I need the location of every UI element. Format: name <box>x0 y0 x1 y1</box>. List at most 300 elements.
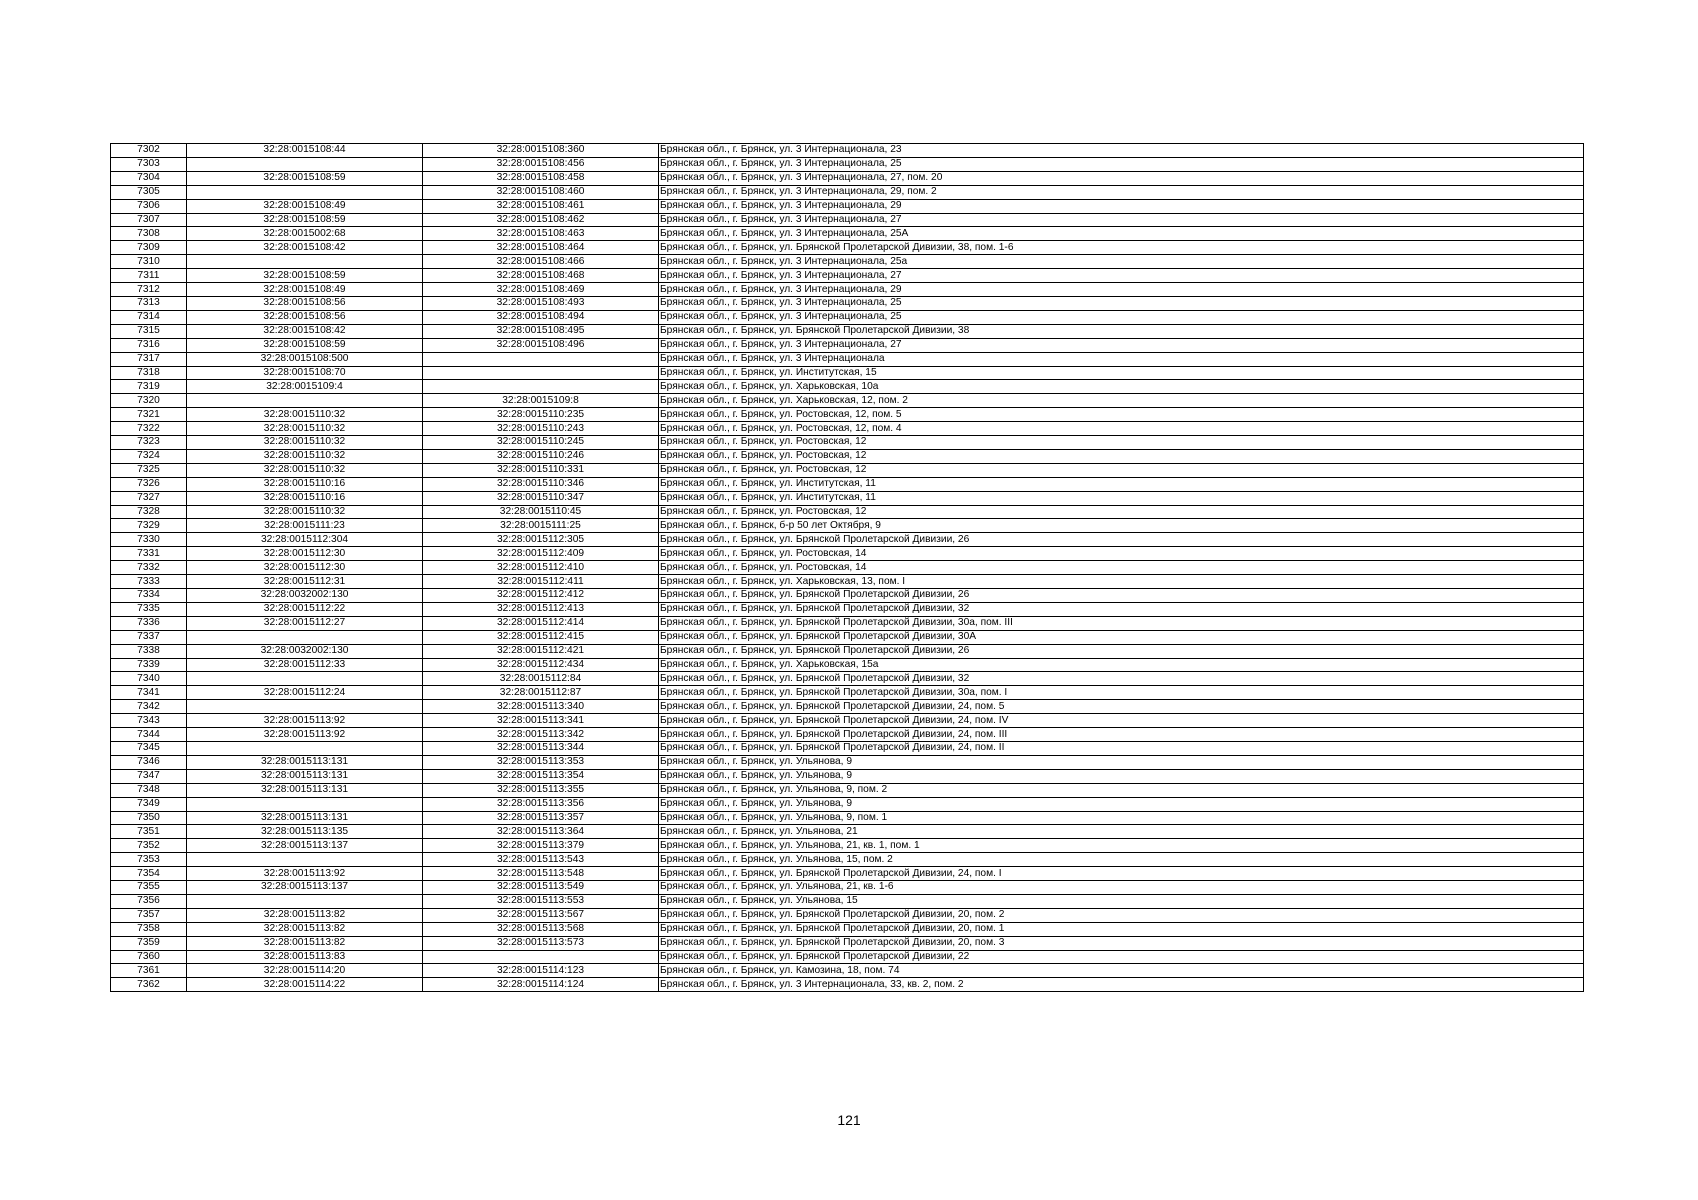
building-cadastral-number-cell: 32:28:0015113:567 <box>423 908 659 922</box>
row-number-cell: 7316 <box>111 338 187 352</box>
land-cadastral-number-cell: 32:28:0015113:131 <box>187 783 423 797</box>
address-cell: Брянская обл., г. Брянск, ул. Брянской Пролетарской Дивизии, 26 <box>659 533 1584 547</box>
table-row <box>111 602 1584 616</box>
building-cadastral-number-cell: 32:28:0015112:412 <box>423 589 659 603</box>
building-cadastral-number-cell: 32:28:0015113:354 <box>423 769 659 783</box>
building-cadastral-number-cell: 32:28:0015113:573 <box>423 936 659 950</box>
building-cadastral-number-cell: 32:28:0015110:346 <box>423 477 659 491</box>
row-number-cell: 7302 <box>111 144 187 158</box>
table-row <box>111 741 1584 755</box>
building-cadastral-number-cell <box>423 380 659 394</box>
building-cadastral-number-cell: 32:28:0015108:468 <box>423 269 659 283</box>
table-row <box>111 227 1584 241</box>
address-cell: Брянская обл., г. Брянск, ул. Ростовская, 12 <box>659 463 1584 477</box>
land-cadastral-number-cell: 32:28:0015113:82 <box>187 922 423 936</box>
address-cell: Брянская обл., г. Брянск, ул. Брянской Пролетарской Дивизии, 30а, пом. I <box>659 686 1584 700</box>
table-row <box>111 533 1584 547</box>
building-cadastral-number-cell: 32:28:0015113:353 <box>423 755 659 769</box>
building-cadastral-number-cell: 32:28:0015113:549 <box>423 881 659 895</box>
address-cell: Брянская обл., г. Брянск, ул. Ульянова, 9, пом. 2 <box>659 783 1584 797</box>
address-cell: Брянская обл., г. Брянск, ул. Харьковская, 15а <box>659 658 1584 672</box>
table-row <box>111 755 1584 769</box>
land-cadastral-number-cell: 32:28:0015113:131 <box>187 755 423 769</box>
address-cell: Брянская обл., г. Брянск, ул. Ульянова, 9 <box>659 797 1584 811</box>
building-cadastral-number-cell: 32:28:0015112:305 <box>423 533 659 547</box>
address-cell: Брянская обл., г. Брянск, ул. 3 Интернационала, 25 <box>659 296 1584 310</box>
building-cadastral-number-cell: 32:28:0015113:356 <box>423 797 659 811</box>
row-number-cell: 7334 <box>111 589 187 603</box>
row-number-cell: 7359 <box>111 936 187 950</box>
table-row <box>111 867 1584 881</box>
row-number-cell: 7330 <box>111 533 187 547</box>
row-number-cell: 7314 <box>111 310 187 324</box>
table-row <box>111 269 1584 283</box>
building-cadastral-number-cell: 32:28:0015112:87 <box>423 686 659 700</box>
table-body <box>111 144 1584 992</box>
building-cadastral-number-cell: 32:28:0015108:494 <box>423 310 659 324</box>
land-cadastral-number-cell: 32:28:0015108:59 <box>187 269 423 283</box>
table-row <box>111 839 1584 853</box>
building-cadastral-number-cell: 32:28:0015108:460 <box>423 185 659 199</box>
address-cell: Брянская обл., г. Брянск, ул. 3 Интернационала, 33, кв. 2, пом. 2 <box>659 978 1584 992</box>
row-number-cell: 7344 <box>111 728 187 742</box>
row-number-cell: 7304 <box>111 171 187 185</box>
row-number-cell: 7335 <box>111 602 187 616</box>
land-cadastral-number-cell: 32:28:0015113:137 <box>187 881 423 895</box>
address-cell: Брянская обл., г. Брянск, ул. Брянской Пролетарской Дивизии, 20, пом. 3 <box>659 936 1584 950</box>
table-row <box>111 714 1584 728</box>
row-number-cell: 7357 <box>111 908 187 922</box>
land-cadastral-number-cell: 32:28:0015113:92 <box>187 728 423 742</box>
table-row <box>111 797 1584 811</box>
address-cell: Брянская обл., г. Брянск, ул. Камозина, 18, пом. 74 <box>659 964 1584 978</box>
address-cell: Брянская обл., г. Брянск, ул. 3 Интернационала, 25а <box>659 255 1584 269</box>
building-cadastral-number-cell: 32:28:0015108:464 <box>423 241 659 255</box>
address-cell: Брянская обл., г. Брянск, ул. Брянской Пролетарской Дивизии, 30А <box>659 630 1584 644</box>
building-cadastral-number-cell: 32:28:0015112:409 <box>423 547 659 561</box>
building-cadastral-number-cell: 32:28:0015113:344 <box>423 741 659 755</box>
row-number-cell: 7341 <box>111 686 187 700</box>
building-cadastral-number-cell: 32:28:0015108:461 <box>423 199 659 213</box>
address-cell: Брянская обл., г. Брянск, ул. Брянской Пролетарской Дивизии, 20, пом. 2 <box>659 908 1584 922</box>
building-cadastral-number-cell: 32:28:0015113:357 <box>423 811 659 825</box>
row-number-cell: 7329 <box>111 519 187 533</box>
address-cell: Брянская обл., г. Брянск, ул. Харьковская, 12, пом. 2 <box>659 394 1584 408</box>
address-cell: Брянская обл., г. Брянск, ул. 3 Интернационала, 23 <box>659 144 1584 158</box>
address-cell: Брянская обл., г. Брянск, ул. Брянской Пролетарской Дивизии, 24, пом. 5 <box>659 700 1584 714</box>
row-number-cell: 7326 <box>111 477 187 491</box>
table-row <box>111 213 1584 227</box>
row-number-cell: 7320 <box>111 394 187 408</box>
land-cadastral-number-cell: 32:28:0015112:30 <box>187 561 423 575</box>
address-cell: Брянская обл., г. Брянск, ул. Брянской Пролетарской Дивизии, 26 <box>659 589 1584 603</box>
row-number-cell: 7337 <box>111 630 187 644</box>
table-row <box>111 575 1584 589</box>
address-cell: Брянская обл., г. Брянск, ул. Брянской Пролетарской Дивизии, 30а, пом. III <box>659 616 1584 630</box>
row-number-cell: 7310 <box>111 255 187 269</box>
table-row <box>111 894 1584 908</box>
row-number-cell: 7343 <box>111 714 187 728</box>
building-cadastral-number-cell: 32:28:0015113:568 <box>423 922 659 936</box>
address-cell: Брянская обл., г. Брянск, ул. Ульянова, 15, пом. 2 <box>659 853 1584 867</box>
address-cell: Брянская обл., г. Брянск, ул. Харьковская, 13, пом. I <box>659 575 1584 589</box>
land-cadastral-number-cell: 32:28:0015108:500 <box>187 352 423 366</box>
row-number-cell: 7336 <box>111 616 187 630</box>
building-cadastral-number-cell: 32:28:0015112:414 <box>423 616 659 630</box>
table-row <box>111 185 1584 199</box>
land-cadastral-number-cell: 32:28:0015110:16 <box>187 491 423 505</box>
land-cadastral-number-cell: 32:28:0015108:59 <box>187 213 423 227</box>
building-cadastral-number-cell: 32:28:0015112:421 <box>423 644 659 658</box>
land-cadastral-number-cell <box>187 797 423 811</box>
table-row <box>111 422 1584 436</box>
table-row <box>111 686 1584 700</box>
building-cadastral-number-cell: 32:28:0015112:410 <box>423 561 659 575</box>
row-number-cell: 7322 <box>111 422 187 436</box>
table-row <box>111 366 1584 380</box>
table-row <box>111 881 1584 895</box>
table-row <box>111 658 1584 672</box>
building-cadastral-number-cell: 32:28:0015113:548 <box>423 867 659 881</box>
address-cell: Брянская обл., г. Брянск, ул. Брянской Пролетарской Дивизии, 24, пом. III <box>659 728 1584 742</box>
row-number-cell: 7358 <box>111 922 187 936</box>
building-cadastral-number-cell: 32:28:0015113:342 <box>423 728 659 742</box>
table-row <box>111 157 1584 171</box>
table-row <box>111 436 1584 450</box>
row-number-cell: 7347 <box>111 769 187 783</box>
table-row <box>111 255 1584 269</box>
table-row <box>111 283 1584 297</box>
address-cell: Брянская обл., г. Брянск, ул. Институтская, 11 <box>659 477 1584 491</box>
address-cell: Брянская обл., г. Брянск, ул. 3 Интернационала, 27 <box>659 213 1584 227</box>
land-cadastral-number-cell: 32:28:0015112:304 <box>187 533 423 547</box>
table-row <box>111 241 1584 255</box>
row-number-cell: 7342 <box>111 700 187 714</box>
building-cadastral-number-cell: 32:28:0015108:458 <box>423 171 659 185</box>
building-cadastral-number-cell: 32:28:0015112:411 <box>423 575 659 589</box>
row-number-cell: 7303 <box>111 157 187 171</box>
land-cadastral-number-cell: 32:28:0015113:83 <box>187 950 423 964</box>
table-row <box>111 964 1584 978</box>
address-cell: Брянская обл., г. Брянск, ул. Брянской Пролетарской Дивизии, 24, пом. I <box>659 867 1584 881</box>
table-row <box>111 950 1584 964</box>
row-number-cell: 7351 <box>111 825 187 839</box>
table-row <box>111 853 1584 867</box>
row-number-cell: 7355 <box>111 881 187 895</box>
building-cadastral-number-cell: 32:28:0015108:466 <box>423 255 659 269</box>
table-row <box>111 728 1584 742</box>
land-cadastral-number-cell: 32:28:0015108:56 <box>187 310 423 324</box>
land-cadastral-number-cell: 32:28:0015112:30 <box>187 547 423 561</box>
land-cadastral-number-cell: 32:28:0015110:32 <box>187 422 423 436</box>
address-cell: Брянская обл., г. Брянск, ул. Брянской Пролетарской Дивизии, 32 <box>659 672 1584 686</box>
row-number-cell: 7308 <box>111 227 187 241</box>
land-cadastral-number-cell <box>187 741 423 755</box>
land-cadastral-number-cell: 32:28:0015002:68 <box>187 227 423 241</box>
address-cell: Брянская обл., г. Брянск, ул. Харьковская, 10а <box>659 380 1584 394</box>
building-cadastral-number-cell: 32:28:0015110:245 <box>423 436 659 450</box>
row-number-cell: 7345 <box>111 741 187 755</box>
table-row <box>111 519 1584 533</box>
building-cadastral-number-cell: 32:28:0015114:124 <box>423 978 659 992</box>
land-cadastral-number-cell: 32:28:0015114:22 <box>187 978 423 992</box>
table-row <box>111 589 1584 603</box>
land-cadastral-number-cell <box>187 185 423 199</box>
land-cadastral-number-cell: 32:28:0015113:82 <box>187 936 423 950</box>
land-cadastral-number-cell: 32:28:0015113:131 <box>187 769 423 783</box>
address-cell: Брянская обл., г. Брянск, ул. Ростовская, 12 <box>659 449 1584 463</box>
address-cell: Брянская обл., г. Брянск, ул. Ростовская, 14 <box>659 561 1584 575</box>
address-cell: Брянская обл., г. Брянск, ул. Брянской Пролетарской Дивизии, 20, пом. 1 <box>659 922 1584 936</box>
row-number-cell: 7353 <box>111 853 187 867</box>
row-number-cell: 7307 <box>111 213 187 227</box>
land-cadastral-number-cell: 32:28:0015113:137 <box>187 839 423 853</box>
building-cadastral-number-cell: 32:28:0015110:243 <box>423 422 659 436</box>
table-row <box>111 296 1584 310</box>
table-row <box>111 769 1584 783</box>
table-row <box>111 380 1584 394</box>
building-cadastral-number-cell: 32:28:0015110:235 <box>423 408 659 422</box>
building-cadastral-number-cell: 32:28:0015110:45 <box>423 505 659 519</box>
land-cadastral-number-cell: 32:28:0015112:24 <box>187 686 423 700</box>
land-cadastral-number-cell: 32:28:0015108:59 <box>187 338 423 352</box>
table-row <box>111 672 1584 686</box>
land-cadastral-number-cell: 32:28:0015108:44 <box>187 144 423 158</box>
row-number-cell: 7339 <box>111 658 187 672</box>
building-cadastral-number-cell: 32:28:0015112:413 <box>423 602 659 616</box>
table-row <box>111 324 1584 338</box>
row-number-cell: 7354 <box>111 867 187 881</box>
building-cadastral-number-cell: 32:28:0015108:495 <box>423 324 659 338</box>
address-cell: Брянская обл., г. Брянск, ул. Брянской Пролетарской Дивизии, 24, пом. II <box>659 741 1584 755</box>
address-cell: Брянская обл., г. Брянск, ул. 3 Интернационала, 27 <box>659 269 1584 283</box>
row-number-cell: 7325 <box>111 463 187 477</box>
land-cadastral-number-cell: 32:28:0015112:22 <box>187 602 423 616</box>
land-cadastral-number-cell <box>187 700 423 714</box>
table-row <box>111 908 1584 922</box>
land-cadastral-number-cell: 32:28:0015108:70 <box>187 366 423 380</box>
row-number-cell: 7313 <box>111 296 187 310</box>
address-cell: Брянская обл., г. Брянск, ул. Брянской Пролетарской Дивизии, 38, пом. 1-6 <box>659 241 1584 255</box>
building-cadastral-number-cell: 32:28:0015113:553 <box>423 894 659 908</box>
building-cadastral-number-cell <box>423 950 659 964</box>
land-cadastral-number-cell: 32:28:0015112:27 <box>187 616 423 630</box>
address-cell: Брянская обл., г. Брянск, ул. Ульянова, 21 <box>659 825 1584 839</box>
row-number-cell: 7327 <box>111 491 187 505</box>
land-cadastral-number-cell <box>187 157 423 171</box>
table-row <box>111 352 1584 366</box>
building-cadastral-number-cell: 32:28:0015110:347 <box>423 491 659 505</box>
building-cadastral-number-cell <box>423 352 659 366</box>
land-cadastral-number-cell: 32:28:0015108:42 <box>187 241 423 255</box>
land-cadastral-number-cell: 32:28:0015109:4 <box>187 380 423 394</box>
building-cadastral-number-cell: 32:28:0015113:364 <box>423 825 659 839</box>
row-number-cell: 7317 <box>111 352 187 366</box>
land-cadastral-number-cell: 32:28:0015110:32 <box>187 505 423 519</box>
table-row <box>111 825 1584 839</box>
table-row <box>111 547 1584 561</box>
building-cadastral-number-cell: 32:28:0015114:123 <box>423 964 659 978</box>
row-number-cell: 7311 <box>111 269 187 283</box>
building-cadastral-number-cell: 32:28:0015113:355 <box>423 783 659 797</box>
row-number-cell: 7350 <box>111 811 187 825</box>
table-row <box>111 144 1584 158</box>
table-row <box>111 811 1584 825</box>
land-cadastral-number-cell: 32:28:0015110:32 <box>187 408 423 422</box>
address-cell: Брянская обл., г. Брянск, ул. Брянской Пролетарской Дивизии, 24, пом. IV <box>659 714 1584 728</box>
building-cadastral-number-cell: 32:28:0015113:340 <box>423 700 659 714</box>
row-number-cell: 7362 <box>111 978 187 992</box>
table-row <box>111 936 1584 950</box>
table-row <box>111 978 1584 992</box>
address-cell: Брянская обл., г. Брянск, ул. Институтская, 15 <box>659 366 1584 380</box>
land-cadastral-number-cell: 32:28:0015114:20 <box>187 964 423 978</box>
table-row <box>111 700 1584 714</box>
row-number-cell: 7312 <box>111 283 187 297</box>
building-cadastral-number-cell: 32:28:0015111:25 <box>423 519 659 533</box>
building-cadastral-number-cell: 32:28:0015113:543 <box>423 853 659 867</box>
table-row <box>111 616 1584 630</box>
land-cadastral-number-cell: 32:28:0015108:49 <box>187 199 423 213</box>
row-number-cell: 7309 <box>111 241 187 255</box>
address-cell: Брянская обл., г. Брянск, ул. Ростовская, 12 <box>659 436 1584 450</box>
table-row <box>111 630 1584 644</box>
table-row <box>111 199 1584 213</box>
address-cell: Брянская обл., г. Брянск, ул. 3 Интернационала <box>659 352 1584 366</box>
address-cell: Брянская обл., г. Брянск, ул. 3 Интернационала, 27 <box>659 338 1584 352</box>
page-number: 121 <box>837 1112 861 1128</box>
address-cell: Брянская обл., г. Брянск, ул. 3 Интернационала, 25 <box>659 310 1584 324</box>
table-row <box>111 505 1584 519</box>
address-cell: Брянская обл., г. Брянск, ул. Ростовская, 12 <box>659 505 1584 519</box>
address-cell: Брянская обл., г. Брянск, ул. Брянской Пролетарской Дивизии, 26 <box>659 644 1584 658</box>
address-cell: Брянская обл., г. Брянск, ул. Институтская, 11 <box>659 491 1584 505</box>
row-number-cell: 7361 <box>111 964 187 978</box>
land-cadastral-number-cell: 32:28:0015108:42 <box>187 324 423 338</box>
land-cadastral-number-cell: 32:28:0015113:82 <box>187 908 423 922</box>
land-cadastral-number-cell: 32:28:0015112:33 <box>187 658 423 672</box>
land-cadastral-number-cell: 32:28:0015108:59 <box>187 171 423 185</box>
land-cadastral-number-cell: 32:28:0015113:92 <box>187 714 423 728</box>
cadastral-table <box>110 143 1584 992</box>
row-number-cell: 7348 <box>111 783 187 797</box>
building-cadastral-number-cell: 32:28:0015108:463 <box>423 227 659 241</box>
address-cell: Брянская обл., г. Брянск, ул. Ульянова, 21, кв. 1, пом. 1 <box>659 839 1584 853</box>
land-cadastral-number-cell: 32:28:0015110:32 <box>187 449 423 463</box>
table-row <box>111 338 1584 352</box>
table-row <box>111 408 1584 422</box>
land-cadastral-number-cell <box>187 894 423 908</box>
table-row <box>111 644 1584 658</box>
row-number-cell: 7333 <box>111 575 187 589</box>
table-row <box>111 171 1584 185</box>
row-number-cell: 7356 <box>111 894 187 908</box>
row-number-cell: 7331 <box>111 547 187 561</box>
building-cadastral-number-cell <box>423 366 659 380</box>
row-number-cell: 7305 <box>111 185 187 199</box>
row-number-cell: 7315 <box>111 324 187 338</box>
row-number-cell: 7318 <box>111 366 187 380</box>
address-cell: Брянская обл., г. Брянск, ул. Ульянова, 9 <box>659 769 1584 783</box>
address-cell: Брянская обл., г. Брянск, б-р 50 лет Октября, 9 <box>659 519 1584 533</box>
table-row <box>111 310 1584 324</box>
building-cadastral-number-cell: 32:28:0015112:434 <box>423 658 659 672</box>
row-number-cell: 7324 <box>111 449 187 463</box>
building-cadastral-number-cell: 32:28:0015108:493 <box>423 296 659 310</box>
building-cadastral-number-cell: 32:28:0015109:8 <box>423 394 659 408</box>
building-cadastral-number-cell: 32:28:0015112:84 <box>423 672 659 686</box>
land-cadastral-number-cell: 32:28:0015108:56 <box>187 296 423 310</box>
land-cadastral-number-cell: 32:28:0015108:49 <box>187 283 423 297</box>
land-cadastral-number-cell: 32:28:0032002:130 <box>187 644 423 658</box>
address-cell: Брянская обл., г. Брянск, ул. Ульянова, 9 <box>659 755 1584 769</box>
address-cell: Брянская обл., г. Брянск, ул. 3 Интернационала, 29, пом. 2 <box>659 185 1584 199</box>
address-cell: Брянская обл., г. Брянск, ул. 3 Интернационала, 29 <box>659 199 1584 213</box>
building-cadastral-number-cell: 32:28:0015110:331 <box>423 463 659 477</box>
table-row <box>111 463 1584 477</box>
table-row <box>111 561 1584 575</box>
address-cell: Брянская обл., г. Брянск, ул. 3 Интернационала, 25А <box>659 227 1584 241</box>
land-cadastral-number-cell: 32:28:0032002:130 <box>187 589 423 603</box>
building-cadastral-number-cell: 32:28:0015108:456 <box>423 157 659 171</box>
building-cadastral-number-cell: 32:28:0015108:469 <box>423 283 659 297</box>
row-number-cell: 7349 <box>111 797 187 811</box>
table-row <box>111 449 1584 463</box>
land-cadastral-number-cell: 32:28:0015113:92 <box>187 867 423 881</box>
land-cadastral-number-cell <box>187 394 423 408</box>
address-cell: Брянская обл., г. Брянск, ул. Ульянова, 15 <box>659 894 1584 908</box>
row-number-cell: 7332 <box>111 561 187 575</box>
row-number-cell: 7321 <box>111 408 187 422</box>
row-number-cell: 7328 <box>111 505 187 519</box>
address-cell: Брянская обл., г. Брянск, ул. Ростовская, 12, пом. 4 <box>659 422 1584 436</box>
building-cadastral-number-cell: 32:28:0015108:462 <box>423 213 659 227</box>
land-cadastral-number-cell: 32:28:0015110:32 <box>187 463 423 477</box>
address-cell: Брянская обл., г. Брянск, ул. 3 Интернационала, 25 <box>659 157 1584 171</box>
address-cell: Брянская обл., г. Брянск, ул. 3 Интернационала, 29 <box>659 283 1584 297</box>
building-cadastral-number-cell: 32:28:0015113:341 <box>423 714 659 728</box>
address-cell: Брянская обл., г. Брянск, ул. Брянской Пролетарской Дивизии, 32 <box>659 602 1584 616</box>
row-number-cell: 7306 <box>111 199 187 213</box>
table-row <box>111 922 1584 936</box>
table-row <box>111 783 1584 797</box>
land-cadastral-number-cell: 32:28:0015113:131 <box>187 811 423 825</box>
address-cell: Брянская обл., г. Брянск, ул. Ульянова, 21, кв. 1-6 <box>659 881 1584 895</box>
row-number-cell: 7352 <box>111 839 187 853</box>
land-cadastral-number-cell <box>187 255 423 269</box>
address-cell: Брянская обл., г. Брянск, ул. Брянской Пролетарской Дивизии, 22 <box>659 950 1584 964</box>
land-cadastral-number-cell: 32:28:0015112:31 <box>187 575 423 589</box>
address-cell: Брянская обл., г. Брянск, ул. 3 Интернационала, 27, пом. 20 <box>659 171 1584 185</box>
building-cadastral-number-cell: 32:28:0015112:415 <box>423 630 659 644</box>
row-number-cell: 7323 <box>111 436 187 450</box>
land-cadastral-number-cell: 32:28:0015111:23 <box>187 519 423 533</box>
address-cell: Брянская обл., г. Брянск, ул. Ростовская, 14 <box>659 547 1584 561</box>
address-cell: Брянская обл., г. Брянск, ул. Ульянова, 9, пом. 1 <box>659 811 1584 825</box>
land-cadastral-number-cell <box>187 853 423 867</box>
table-row <box>111 394 1584 408</box>
table-row <box>111 477 1584 491</box>
land-cadastral-number-cell: 32:28:0015113:135 <box>187 825 423 839</box>
land-cadastral-number-cell <box>187 672 423 686</box>
row-number-cell: 7360 <box>111 950 187 964</box>
building-cadastral-number-cell: 32:28:0015113:379 <box>423 839 659 853</box>
building-cadastral-number-cell: 32:28:0015108:360 <box>423 144 659 158</box>
address-cell: Брянская обл., г. Брянск, ул. Брянской Пролетарской Дивизии, 38 <box>659 324 1584 338</box>
address-cell: Брянская обл., г. Брянск, ул. Ростовская, 12, пом. 5 <box>659 408 1584 422</box>
land-cadastral-number-cell <box>187 630 423 644</box>
land-cadastral-number-cell: 32:28:0015110:16 <box>187 477 423 491</box>
